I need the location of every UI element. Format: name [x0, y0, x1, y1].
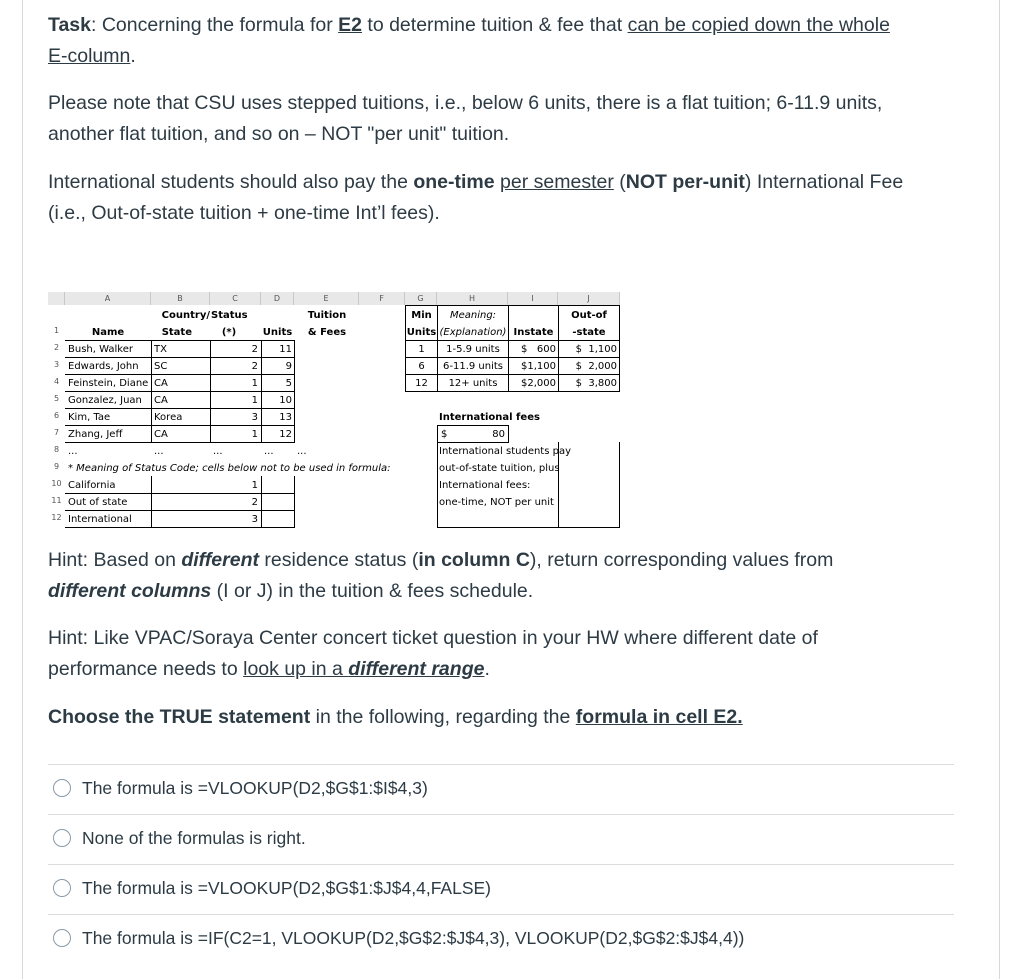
option-label[interactable]: The formula is =IF(C2=1, VLOOKUP(D2,$G$2:$J$4,3), VLOOKUP(D2,$G$2:$J$4,4)) [82, 928, 745, 948]
radio-button[interactable] [53, 829, 71, 847]
student-name: Kim, Tae [68, 412, 111, 423]
row-number: 9 [53, 462, 60, 471]
intl-fee-value: 80 [492, 429, 505, 440]
col-header-d: D [261, 292, 294, 305]
option-label[interactable]: The formula is =VLOOKUP(D2,$G$1:$J$4,4,FALSE) [82, 878, 492, 898]
col-header-h: H [437, 292, 508, 305]
row-number: 4 [53, 377, 60, 386]
status-code-note: * Meaning of Status Code; cells below not to be used in formula: [68, 463, 391, 474]
row-number: 11 [51, 496, 62, 505]
radio-button[interactable] [53, 779, 71, 797]
row-number: 2 [53, 343, 60, 352]
intl-fees-label: International fees [439, 412, 540, 423]
row-number: 5 [53, 394, 60, 403]
radio-button[interactable] [53, 929, 71, 947]
col-header-e: E [294, 292, 359, 305]
row-number: 10 [51, 479, 62, 488]
radio-button[interactable] [53, 879, 71, 897]
divider [48, 764, 954, 765]
col-header-g: G [405, 292, 437, 305]
student-name: Gonzalez, Juan [68, 395, 142, 406]
spreadsheet-image: A B C D E F G H I J 1 2 3 4 5 6 7 8 9 10 11 12 Country/ State Status (*) Units Tuition & Fees Name Min Units Meaning: (Explanation) Instate Out-of -state Bush, Walker TX 2 11 Edwards, John SC 2 9 Feinstein, Diane CA 1 5 Gonzalez, Juan CA 1 10 Kim, Tae Korea 3 13 Zhang, Jeff CA 1 12 ... ... ... ... ... * Meaning of Status Code; cells below not to be used in formula: California 1 Out of state 2 International 3 1 1-5.9 units $ 600 $ 1,100 6 6-11.9 units $1,100 $ 2,000 12 12+ units $2,000 $ 3,800 International fees $ 80 International students pay out-of-state tuition, plus International fees: one-time, NOT per unit [48, 292, 620, 528]
hint-vpac: Hint: Like VPAC/Soraya Center concert ticket question in your HW where different date of performance needs to look up in a different range. [48, 627, 818, 680]
row-number: 1 [53, 326, 60, 335]
option-label[interactable]: None of the formulas is right. [82, 828, 306, 848]
task-label: Task [48, 14, 91, 36]
student-name: Bush, Walker [68, 344, 133, 355]
hint-residence: Hint: Based on different residence status (in column C), return corresponding values from different columns (I or J) in the tuition & fees schedule. [48, 549, 834, 602]
student-name: Zhang, Jeff [68, 429, 123, 440]
stepped-tuition-note: Please note that CSU uses stepped tuitions, i.e., below 6 units, there is a flat tuition; 6-11.9 units, another flat tuition, and so on – NOT "per unit" tuition. [48, 92, 883, 145]
select-all-corner [48, 292, 65, 305]
divider [48, 864, 954, 865]
col-header-i: I [508, 292, 558, 305]
cell-ref-e2: E2 [338, 14, 362, 36]
row-number: 8 [53, 445, 60, 454]
question-prompt: Choose the TRUE statement in the following, regarding the formula in cell E2. [48, 706, 743, 728]
col-header-b: B [151, 292, 210, 305]
divider [48, 814, 954, 815]
col-header-c: C [210, 292, 261, 305]
row-number: 7 [53, 428, 60, 437]
student-name: Edwards, John [68, 361, 139, 372]
international-note: International students should also pay the one-time per semester (NOT per-unit) International Fee (i.e., Out-of-state tuition + one-time Int’l fees). [48, 171, 904, 224]
col-header-f: F [359, 292, 405, 305]
col-header-a: A [65, 292, 151, 305]
task-paragraph: Task: Concerning the formula for E2 to determine tuition & fee that can be copied down the whole E-column. [48, 14, 890, 67]
student-name: Feinstein, Diane [68, 378, 149, 389]
row-number: 6 [53, 411, 60, 420]
row-number: 12 [51, 513, 62, 522]
divider [48, 914, 954, 915]
option-label[interactable]: The formula is =VLOOKUP(D2,$G$1:$I$4,3) [82, 778, 428, 798]
col-header-j: J [558, 292, 620, 305]
row-number: 3 [53, 360, 60, 369]
